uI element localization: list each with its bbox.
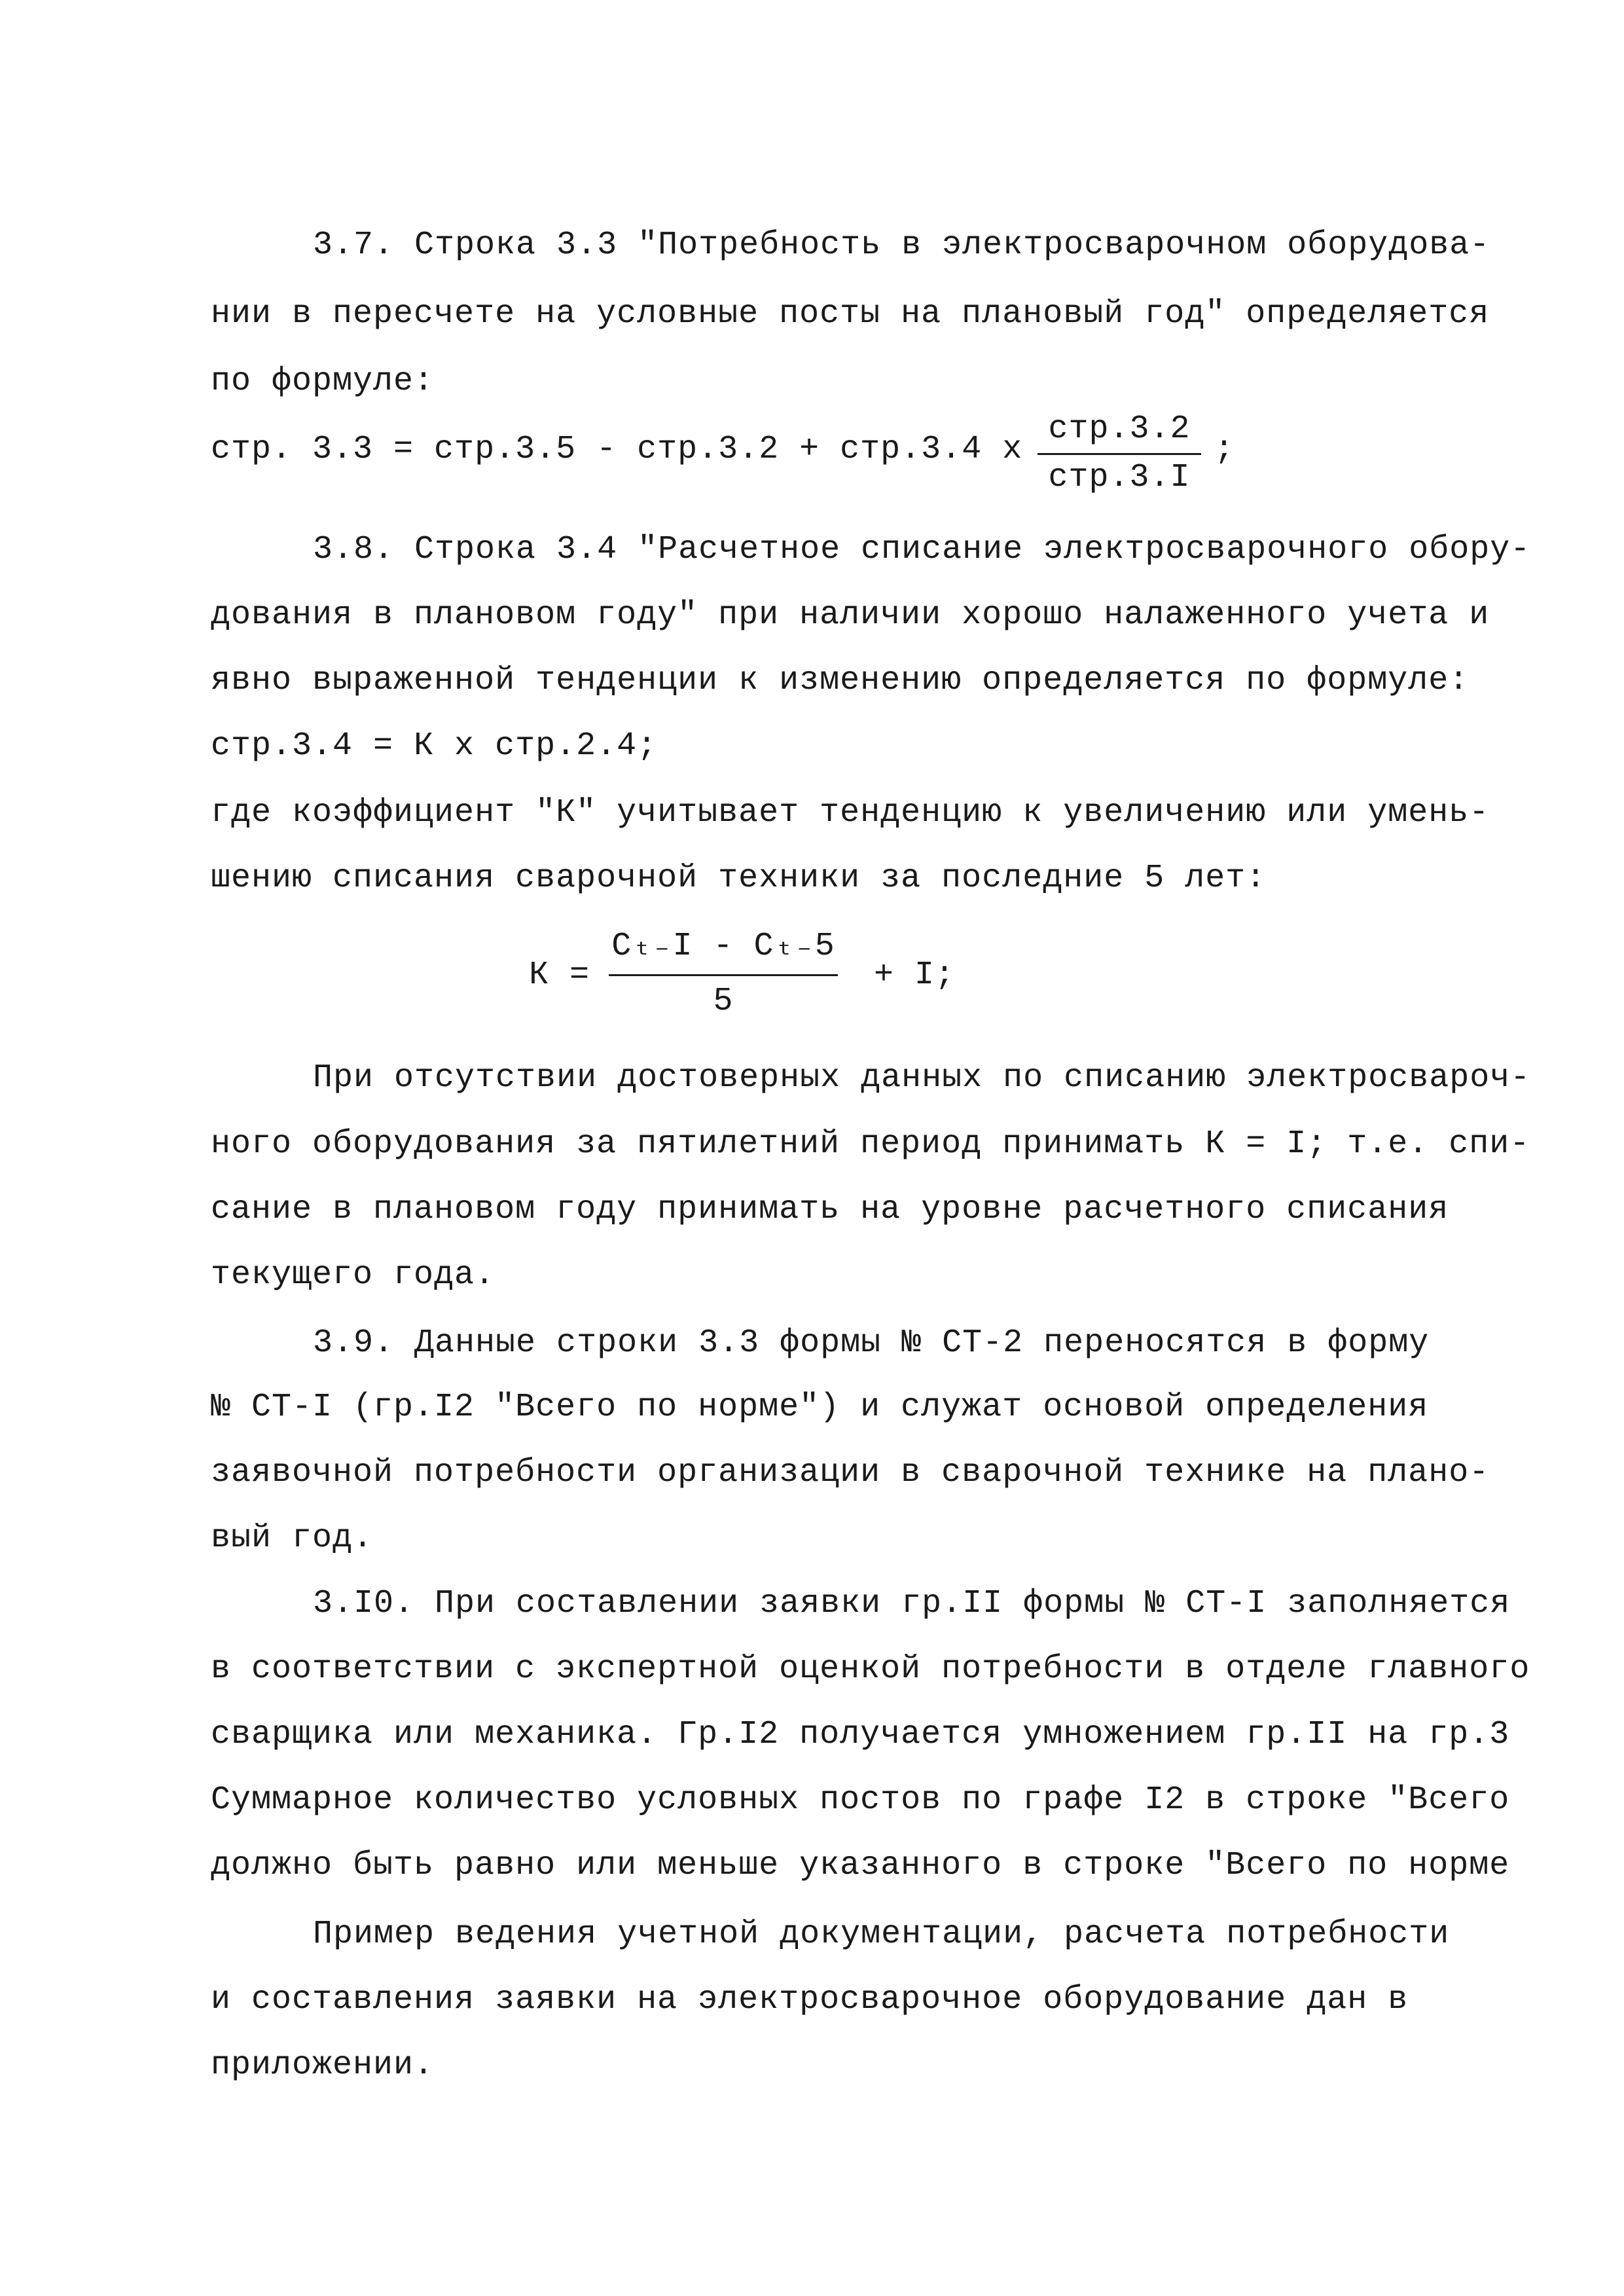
section-3-9-line-2: № СТ-I (гр.I2 "Всего по норме") и служат основой определения: [211, 1389, 1429, 1426]
k-formula-lhs: К =: [529, 957, 590, 994]
section-3-8-line-1: 3.8. Строка 3.4 "Расчетное списание электросварочного обору-: [313, 531, 1531, 568]
note-line-3: сание в плановом году принимать на уровне расчетного списания: [211, 1191, 1449, 1228]
section-3-7-line-3: по формуле:: [211, 363, 435, 400]
note-line-4: текущего года.: [211, 1256, 496, 1294]
k-formula-denominator: 5: [713, 983, 734, 1020]
section-3-9-line-4: вый год.: [211, 1520, 374, 1557]
example-line-1: Пример ведения учетной документации, расчета потребности: [313, 1916, 1450, 1953]
k-formula-fraction-bar: [609, 974, 838, 976]
example-line-2: и составления заявки на электросварочное оборудование дан в: [211, 1981, 1409, 2018]
k-formula-end: + I;: [874, 957, 956, 994]
formula-3-3-fraction-bar: [1038, 453, 1201, 455]
section-3-10-line-3: сварщика или механика. Гр.I2 получается умножением гр.II на гр.3: [211, 1716, 1510, 1753]
section-3-10-line-1: 3.I0. При составлении заявки гр.II формы № СТ-I заполняется: [313, 1585, 1511, 1622]
example-line-3: приложении.: [211, 2047, 435, 2084]
formula-3-3-end: ;: [1214, 431, 1235, 468]
k-formula-numerator: Cₜ₋I - Cₜ₋5: [611, 928, 835, 965]
section-3-8-line-3: явно выраженной тенденции к изменению определяется по формуле:: [211, 662, 1470, 699]
section-3-10-line-4: Суммарное количество условных постов по графе I2 в строке "Всего: [211, 1781, 1510, 1819]
section-3-10-line-5: должно быть равно или меньше указанного в строке "Всего по норме: [211, 1847, 1510, 1884]
formula-3-3-numerator: стр.3.2: [1048, 410, 1191, 448]
section-3-9-line-3: заявочной потребности организации в сварочной технике на плано-: [211, 1454, 1490, 1491]
section-3-8-line-6: шению списания сварочной техники за последние 5 лет:: [211, 860, 1267, 897]
formula-3-4: стр.3.4 = К x стр.2.4;: [211, 727, 658, 765]
section-3-8-line-5: где коэффициент "К" учитывает тенденцию к увеличению или умень-: [211, 794, 1490, 831]
formula-3-3-denominator: стр.3.I: [1048, 459, 1191, 496]
section-3-7-line-2: нии в пересчете на условные посты на плановый год" определяется: [211, 295, 1490, 333]
section-3-7-line-1: 3.7. Строка 3.3 "Потребность в электросварочном оборудова-: [313, 227, 1490, 264]
section-3-10-line-2: в соответствии с экспертной оценкой потребности в отделе главного: [211, 1650, 1530, 1688]
note-line-1: При отсутствии достоверных данных по списанию электросвароч-: [313, 1059, 1531, 1097]
formula-3-3-lhs: стр. 3.3 = стр.3.5 - стр.3.2 + стр.3.4 x: [211, 431, 1023, 468]
section-3-8-line-2: дования в плановом году" при наличии хорошо налаженного учета и: [211, 596, 1490, 634]
section-3-9-line-1: 3.9. Данные строки 3.3 формы № СТ-2 переносятся в форму: [313, 1324, 1430, 1362]
note-line-2: ного оборудования за пятилетний период принимать К = I; т.е. спи-: [211, 1125, 1530, 1163]
